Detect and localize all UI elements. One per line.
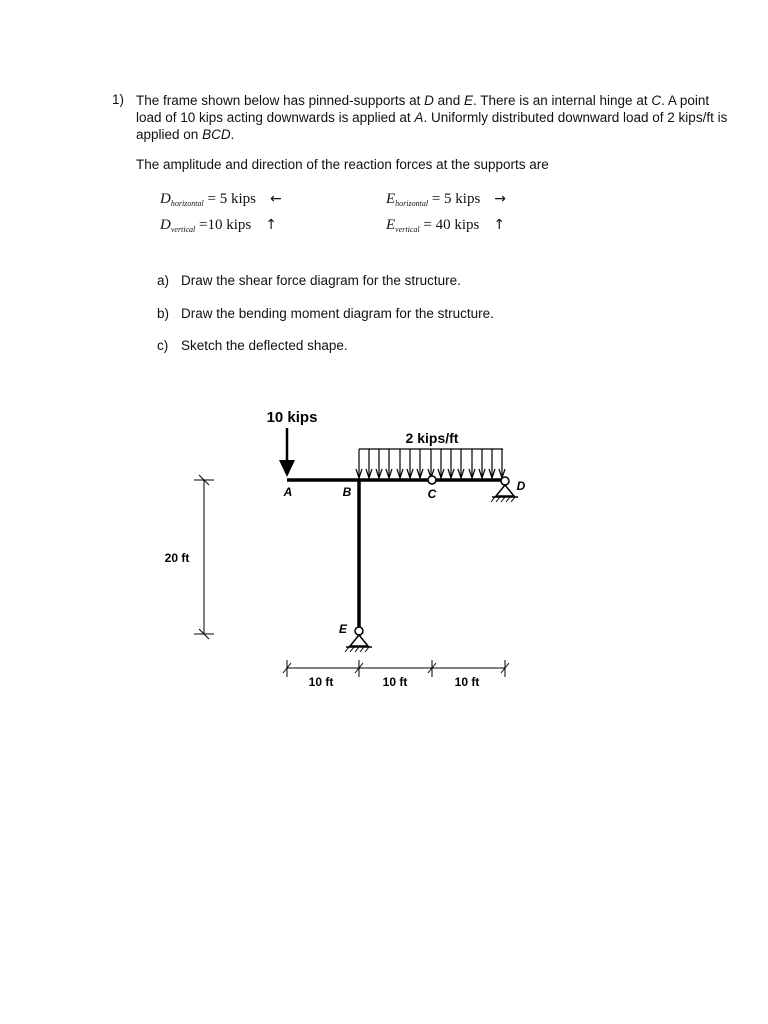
- height-dimension-line: [194, 475, 214, 639]
- label-b: B: [342, 485, 352, 499]
- arrow-left-icon: ←: [269, 191, 282, 207]
- span-label: 10 ft: [382, 675, 408, 689]
- task-item: c) Sketch the deflected shape.: [157, 338, 348, 353]
- point-load-label: 10 kips: [266, 409, 318, 426]
- reaction-d-horizontal: $D_{horizontal} = 5$ kips ←: [160, 191, 282, 208]
- arrow-up-icon: ↑: [265, 217, 277, 233]
- distributed-load-arrows: [356, 449, 505, 478]
- problem-statement: The frame shown below has pinned-supports at D and E. There is an internal hinge at C. A point load of 10 kips acting downwards is applied at A. Uniformly distributed downward load of 2 kips/ft is applied on BCD.: [136, 93, 728, 142]
- reaction-d-vertical: $D_{vertical} =10$ kips ↑: [160, 217, 277, 234]
- height-dimension-label: 20 ft: [164, 551, 190, 565]
- distributed-load-label: 2 kips/ft: [405, 430, 459, 446]
- label-c: C: [427, 487, 437, 501]
- hinge-c: [428, 476, 436, 484]
- problem-number: 1): [112, 92, 125, 107]
- reactions-intro: The amplitude and direction of the reaction forces at the supports are: [136, 157, 549, 172]
- label-a: A: [283, 485, 293, 499]
- label-e: E: [338, 622, 348, 636]
- span-label: 10 ft: [454, 675, 480, 689]
- reaction-e-horizontal: $E_{horizontal} = 5$ kips →: [386, 191, 507, 208]
- label-d: D: [516, 479, 526, 493]
- task-item: a) Draw the shear force diagram for the structure.: [157, 273, 461, 288]
- span-label: 10 ft: [308, 675, 334, 689]
- arrow-right-icon: →: [494, 191, 507, 207]
- task-item: b) Draw the bending moment diagram for the structure.: [157, 306, 494, 321]
- point-load-arrow: [279, 428, 295, 477]
- reaction-e-vertical: $E_{vertical} = 40$ kips ↑: [386, 217, 506, 234]
- arrow-up-icon: ↑: [493, 217, 506, 233]
- pin-support-e: [345, 627, 372, 652]
